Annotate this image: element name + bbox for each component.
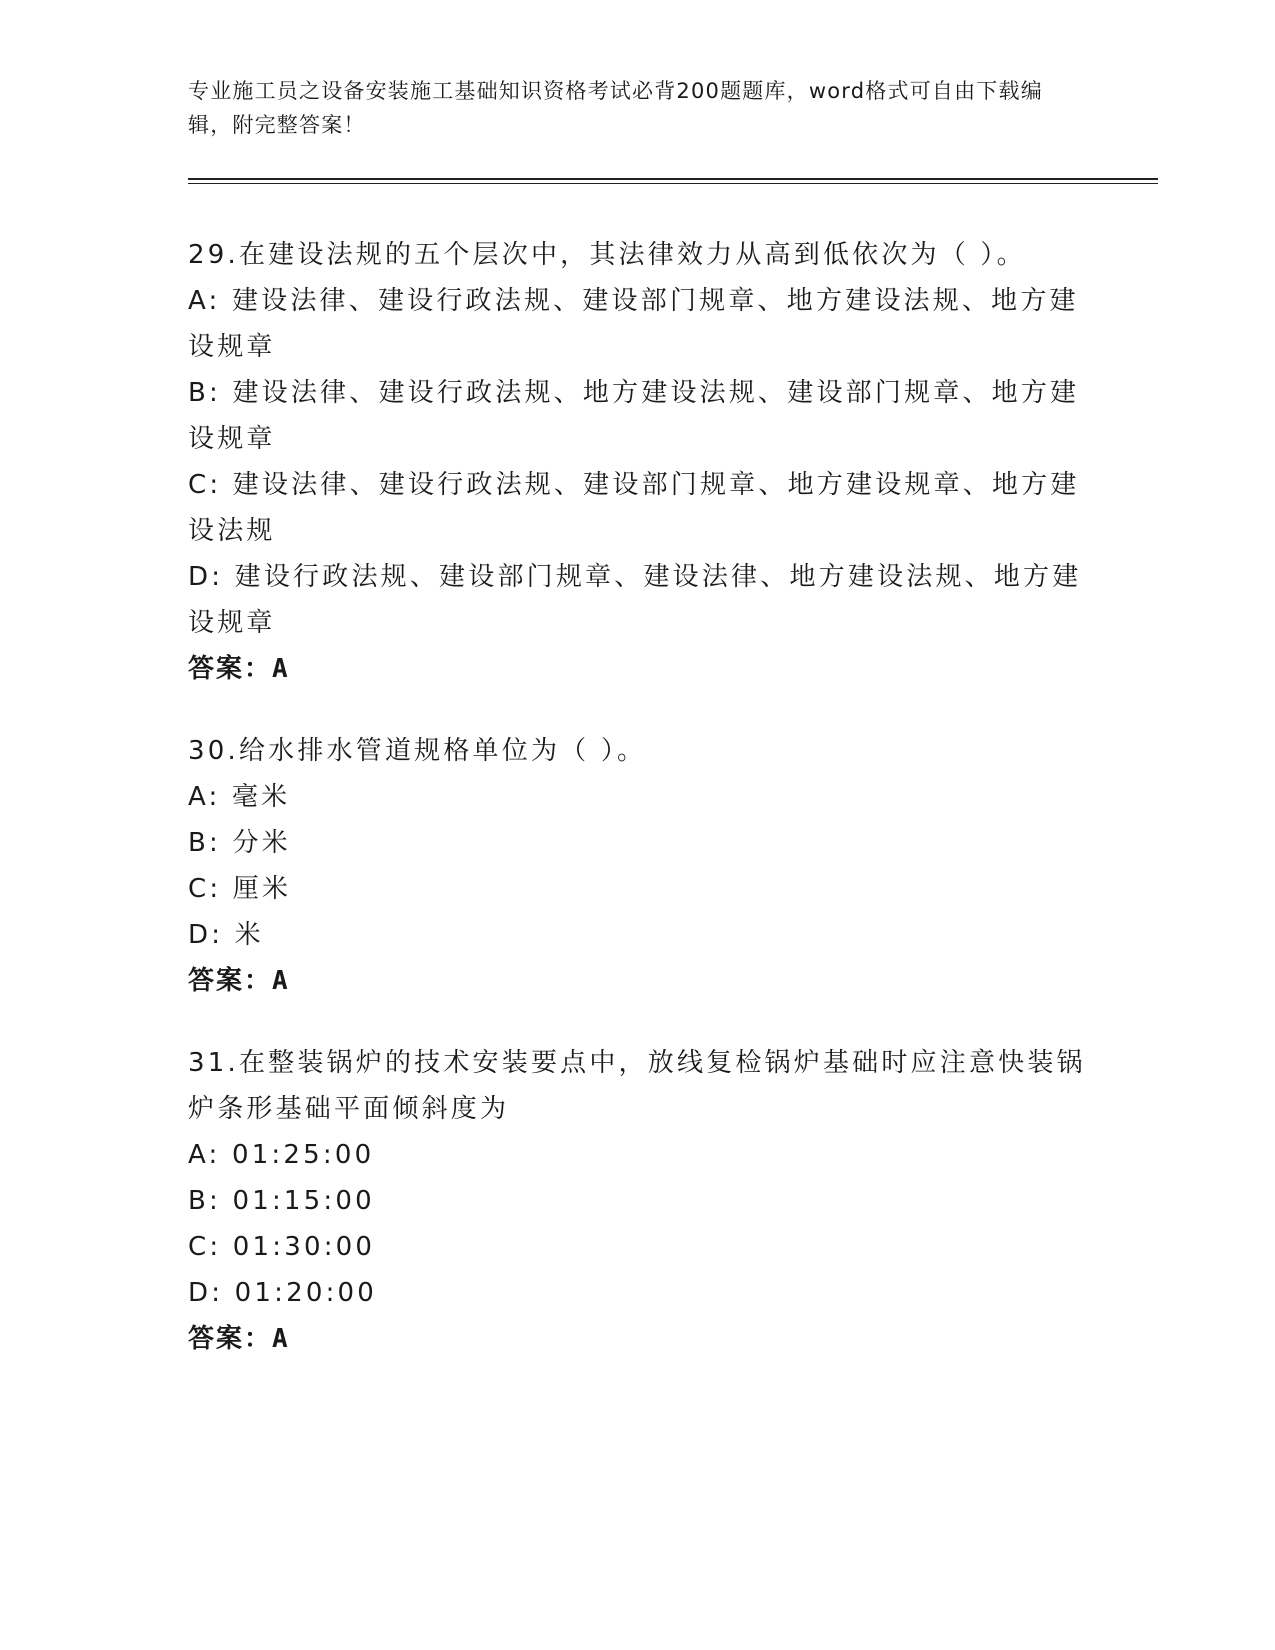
document-header: 专业施工员之设备安装施工基础知识资格考试必背200题题库，word格式可自由下载编辑，附完整答案！ xyxy=(188,79,1043,137)
option-a: A: 01:25:00 xyxy=(188,1140,375,1170)
answer-line xyxy=(188,958,1088,1004)
answer-line xyxy=(188,646,1088,692)
answer-label: 答案： xyxy=(188,1324,273,1354)
option-c: C: 厘米 xyxy=(188,874,292,904)
option-c: C: 01:30:00 xyxy=(188,1232,376,1262)
question-stem: 30.给水排水管道规格单位为（ ）。 xyxy=(188,736,647,766)
answer-label: 答案： xyxy=(188,654,273,684)
answer-label: 答案： xyxy=(188,966,273,996)
option-b: B: 分米 xyxy=(188,828,291,858)
answer-value: A xyxy=(272,966,290,996)
option-d: D: 米 xyxy=(188,920,264,950)
option-a: A: 毫米 xyxy=(188,782,291,812)
header-divider-thin xyxy=(188,183,1158,184)
option-a: A: 建设法律、建设行政法规、建设部门规章、地方建设法规、地方建设规章 xyxy=(188,286,1079,362)
option-d: D: 建设行政法规、建设部门规章、建设法律、地方建设法规、地方建设规章 xyxy=(188,562,1082,638)
option-b: B: 建设法律、建设行政法规、地方建设法规、建设部门规章、地方建设规章 xyxy=(188,378,1080,454)
question-30 xyxy=(188,728,1088,1004)
question-stem: 29.在建设法规的五个层次中，其法律效力从高到低依次为（ ）。 xyxy=(188,240,1026,270)
question-31 xyxy=(188,1040,1088,1362)
question-29 xyxy=(188,232,1088,692)
header-divider-thick xyxy=(188,178,1158,180)
question-list xyxy=(188,232,1088,1398)
option-d: D: 01:20:00 xyxy=(188,1278,378,1308)
question-stem: 31.在整装锅炉的技术安装要点中，放线复检锅炉基础时应注意快装锅炉条形基础平面倾斜度为 xyxy=(188,1048,1086,1124)
option-b: B: 01:15:00 xyxy=(188,1186,375,1216)
answer-value: A xyxy=(272,1324,290,1354)
answer-line xyxy=(188,1316,1088,1362)
option-c: C: 建设法律、建设行政法规、建设部门规章、地方建设规章、地方建设法规 xyxy=(188,470,1080,546)
answer-value: A xyxy=(272,654,290,684)
